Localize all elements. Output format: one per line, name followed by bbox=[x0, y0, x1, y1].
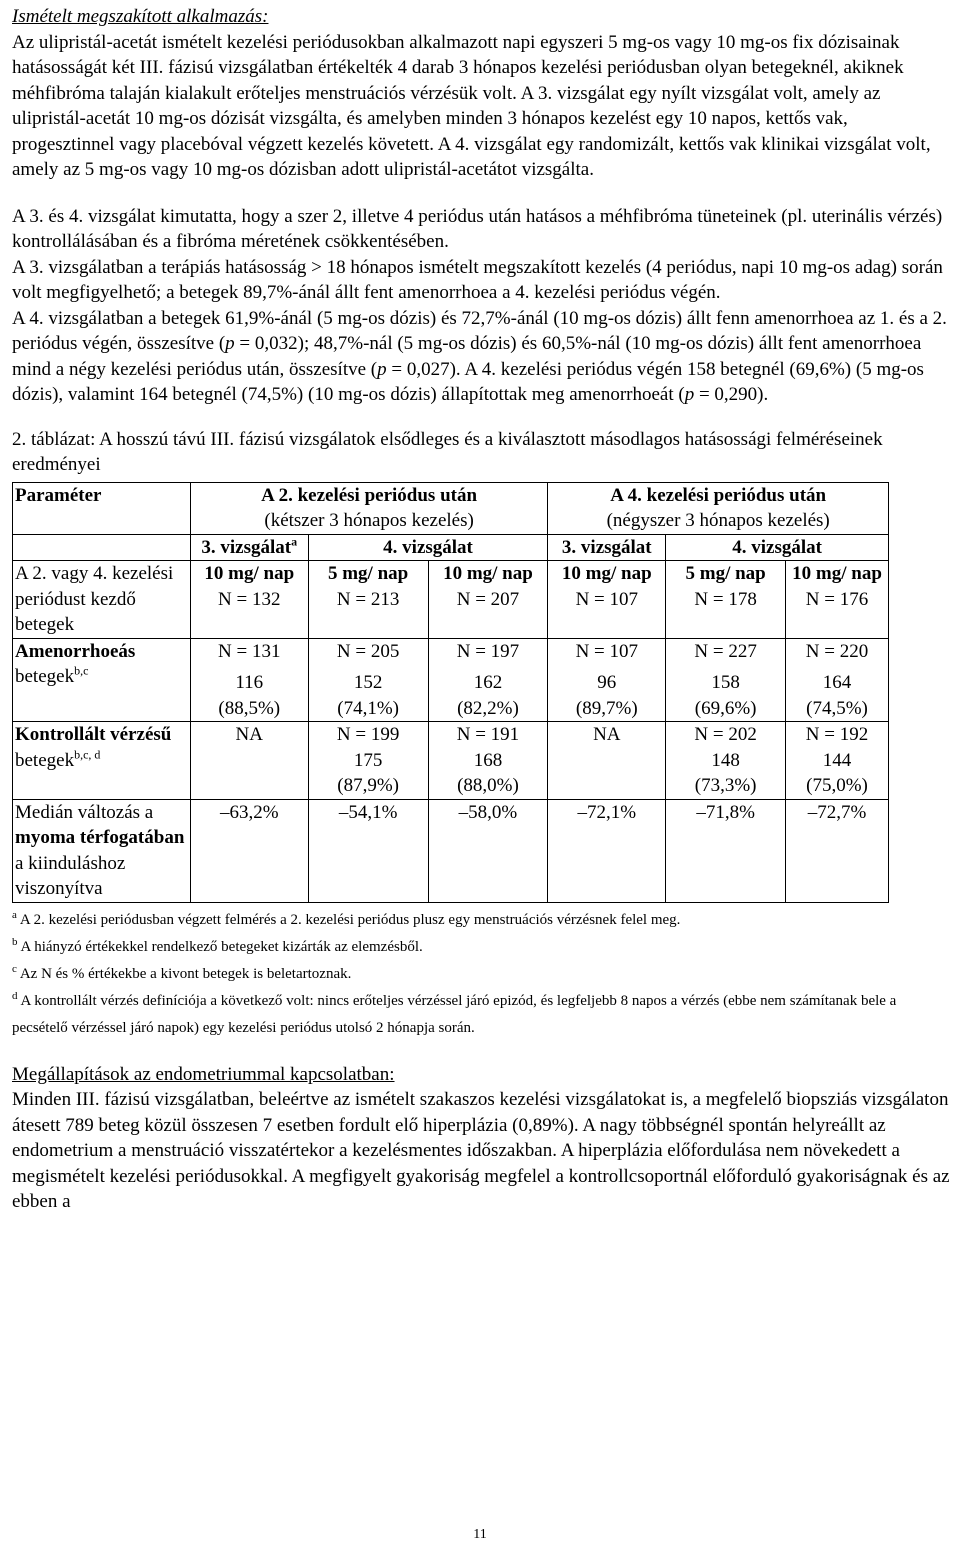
study3-header-p4: 3. vizsgálat bbox=[548, 534, 666, 561]
median-cell: –71,8% bbox=[666, 799, 786, 902]
document-page bbox=[12, 4, 952, 1215]
efficacy-table bbox=[12, 482, 889, 903]
ctrl-cell: N = 199 175 (87,9%) bbox=[308, 722, 428, 800]
amenorrhoea-label: Amenorrhoeás betegek$^{b,c}$ bbox=[13, 638, 191, 722]
study4-header-p4: 4. vizsgálat bbox=[666, 534, 889, 561]
paragraph-endometrium: Minden III. fázisú vizsgálatban, beleértve az ismételt szakaszos kezelési vizsgálatokat is, a megfelelő biopsziás vizsgálaton átesett 789 beteg közül összesen 7 esetben fordult elő hiperplázia (0,89%). A nagy többségnél spontán helyreállt az endometrium a menstruáció visszatértekor a kezelésmentes időszakban. A hiperplázia előfordulása nem növekedett a megismételt kezelési periódusokkal. A megfigyelt gyakoriság megfelel a kontrollcsoportnál előforduló gyakoriságnak és az ebben a bbox=[12, 1089, 950, 1212]
ctrl-cell: N = 192 144 (75,0%) bbox=[786, 722, 889, 800]
median-cell: –58,0% bbox=[428, 799, 548, 902]
table-row-median-change bbox=[13, 799, 889, 902]
start-cell: 5 mg/ nap N = 178 bbox=[666, 561, 786, 639]
table-study-row bbox=[13, 534, 889, 561]
table-header-row bbox=[13, 482, 889, 534]
median-cell: –72,7% bbox=[786, 799, 889, 902]
p-value-symbol: p bbox=[377, 358, 387, 380]
paragraph-studies-summary: A 3. és 4. vizsgálat kimutatta, hogy a szer 2, illetve 4 periódus után hatásos a méhfibróma tüneteinek (pl. uterinális vérzés) kontrollálásában és a fibróma méretének csökkentésében. bbox=[12, 205, 943, 252]
median-cell: –54,1% bbox=[308, 799, 428, 902]
start-cell: 10 mg/ nap N = 207 bbox=[428, 561, 548, 639]
footnote-d: $^d$ A kontrollált vérzés definíciója a következő volt: nincs erőteljes vérzéssel járó epizód, és legfeljebb 8 napos a vérzés (ebbe nem számítanak bele a pecsételő vérzéssel járó napok) egy kezelési periódus utolsó 2 hónapja során. bbox=[12, 989, 897, 1036]
para4-part-d: = 0,290). bbox=[694, 384, 769, 405]
start-cell: 10 mg/ nap N = 132 bbox=[190, 561, 308, 639]
footnote-c: $^c$ Az N és % értékekbe a kivont betegek is beletartoznak. bbox=[12, 962, 352, 982]
paragraph-intro: Az ulipristál-acetát ismételt kezelési periódusokban alkalmazott napi egyszeri 5 mg-os vagy 10 mg-os fix dózisainak hatásosságát két III. fázisú vizsgálatban értékelték 4 darab 3 hónapos kezelési periódusban olyan betegeknél, akiknek méhfibróma talaján kialakult erőteljes menstruációs vérzésük volt. A 3. vizsgálat egy nyílt vizsgálat volt, amely az ulipristál-acetát 10 mg-os dózisát vizsgálta, és amelyben minden 3 hónapos kezelést egy 10 napos, kettős vak, progesztinnel vagy placebóval végzett kezelés követett. A 4. vizsgálat egy randomizált, kettős vak klinikai vizsgálat volt, amely az 5 mg-os vagy 10 mg-os dózisban adott ulipristál-acetátot vizsgálta. bbox=[12, 31, 931, 180]
ctrl-cell: NA bbox=[190, 722, 308, 800]
period4-header bbox=[548, 482, 889, 534]
median-cell: –63,2% bbox=[190, 799, 308, 902]
p-value-symbol: p bbox=[225, 333, 235, 354]
ctrl-cell: N = 202 148 (73,3%) bbox=[666, 722, 786, 800]
amen-cell: N = 197 162 (82,2%) bbox=[428, 638, 548, 722]
amen-cell: N = 227 158 (69,6%) bbox=[666, 638, 786, 722]
period2-header bbox=[190, 482, 548, 534]
table-footnotes bbox=[12, 907, 952, 1042]
paragraph-study4 bbox=[12, 306, 952, 408]
footnote-b: $^b$ A hiányzó értékekkel rendelkező betegeket kizárták az elemzésből. bbox=[12, 935, 423, 955]
ctrl-cell: N = 191 168 (88,0%) bbox=[428, 722, 548, 800]
start-label: A 2. vagy 4. kezelési periódust kezdő betegek bbox=[13, 561, 191, 639]
median-cell: –72,1% bbox=[548, 799, 666, 902]
controlled-bleeding-label: Kontrollált vérzésű betegek$^{b,c, d}$ bbox=[13, 722, 191, 800]
p-value-symbol: p bbox=[684, 384, 695, 405]
study4-header-p2: 4. vizsgálat bbox=[308, 534, 548, 561]
table-title bbox=[12, 427, 952, 478]
paragraph-study3: A 3. vizsgálatban a terápiás hatásosság > 18 hónapos ismételt megszakított kezelés (4 periódus, napi 10 mg-os adag) során volt megfigyelhető; a betegek 89,7%-ánál állt fent amenorrhoea a 4. kezelési periódus végén. bbox=[12, 256, 943, 303]
para4-part-b: = 0,032); 48,7%-nál (5 mg-os dózis) és 60,5%-nál (10 mg-os dózis) állt fent amenorrhoea mind a négy kezelési periódus után, összesítve ( bbox=[12, 333, 922, 380]
start-cell: 5 mg/ nap N = 213 bbox=[308, 561, 428, 639]
table-title-text: A hosszú távú III. fázisú vizsgálatok elsődleges és a kiválasztott másodlagos hatásossági felméréseinek eredményei bbox=[12, 428, 883, 475]
footnote-a: $^a$ A 2. kezelési periódusban végzett felmérés a 2. kezelési periódus plusz egy menstruációs vérzésnek felel meg. bbox=[12, 908, 681, 928]
footnote-mark: b,c, d bbox=[74, 747, 101, 762]
table-row-amenorrhoea bbox=[13, 638, 889, 722]
table-title-prefix: 2. táblázat: bbox=[12, 428, 100, 450]
para4-part-c: = 0,027). A 4. kezelési periódus végén 158 betegnél (69,6%) (5 mg-os dózis), valamint 164 betegnél (74,5%) (10 mg-os dózis) állapítottak meg amenorrhoeát ( bbox=[12, 358, 924, 405]
table-row-start bbox=[13, 561, 889, 639]
footnote-mark: b,c bbox=[74, 663, 89, 678]
amen-cell: N = 107 96 (89,7%) bbox=[548, 638, 666, 722]
table-row-controlled-bleeding bbox=[13, 722, 889, 800]
amen-cell: N = 220 164 (74,5%) bbox=[786, 638, 889, 722]
para4-part-a: A 4. vizsgálatban a betegek 61,9%-ánál (5 mg-os dózis) és 72,7%-ánál (10 mg-os dózis) állt fenn amenorrhoea az 1. és a 2. periódus végén, összesítve ( bbox=[12, 307, 947, 354]
ctrl-cell: NA bbox=[548, 722, 666, 800]
period2-subtitle: (kétszer 3 hónapos kezelés) bbox=[264, 510, 474, 531]
median-change-label: Medián változás a myoma térfogatában a kiinduláshoz viszonyítva bbox=[13, 799, 191, 902]
study3-header-p2: 3. vizsgálat$^a$ bbox=[190, 534, 308, 561]
amen-cell: N = 131 116 (88,5%) bbox=[190, 638, 308, 722]
section-title-repeated-use: Ismételt megszakított alkalmazás: bbox=[12, 6, 269, 27]
period4-subtitle: (négyszer 3 hónapos kezelés) bbox=[606, 510, 830, 531]
period2-title: A 2. kezelési periódus után bbox=[261, 484, 478, 506]
start-cell: 10 mg/ nap N = 176 bbox=[786, 561, 889, 639]
amen-cell: N = 205 152 (74,1%) bbox=[308, 638, 428, 722]
period4-title: A 4. kezelési periódus után bbox=[610, 484, 827, 506]
section-title-endometrium: Megállapítások az endometriummal kapcsolatban: bbox=[12, 1063, 395, 1085]
start-cell: 10 mg/ nap N = 107 bbox=[548, 561, 666, 639]
page-number: 11 bbox=[473, 1527, 487, 1542]
footnote-mark: a bbox=[291, 534, 298, 549]
param-header: Paraméter bbox=[13, 482, 191, 534]
